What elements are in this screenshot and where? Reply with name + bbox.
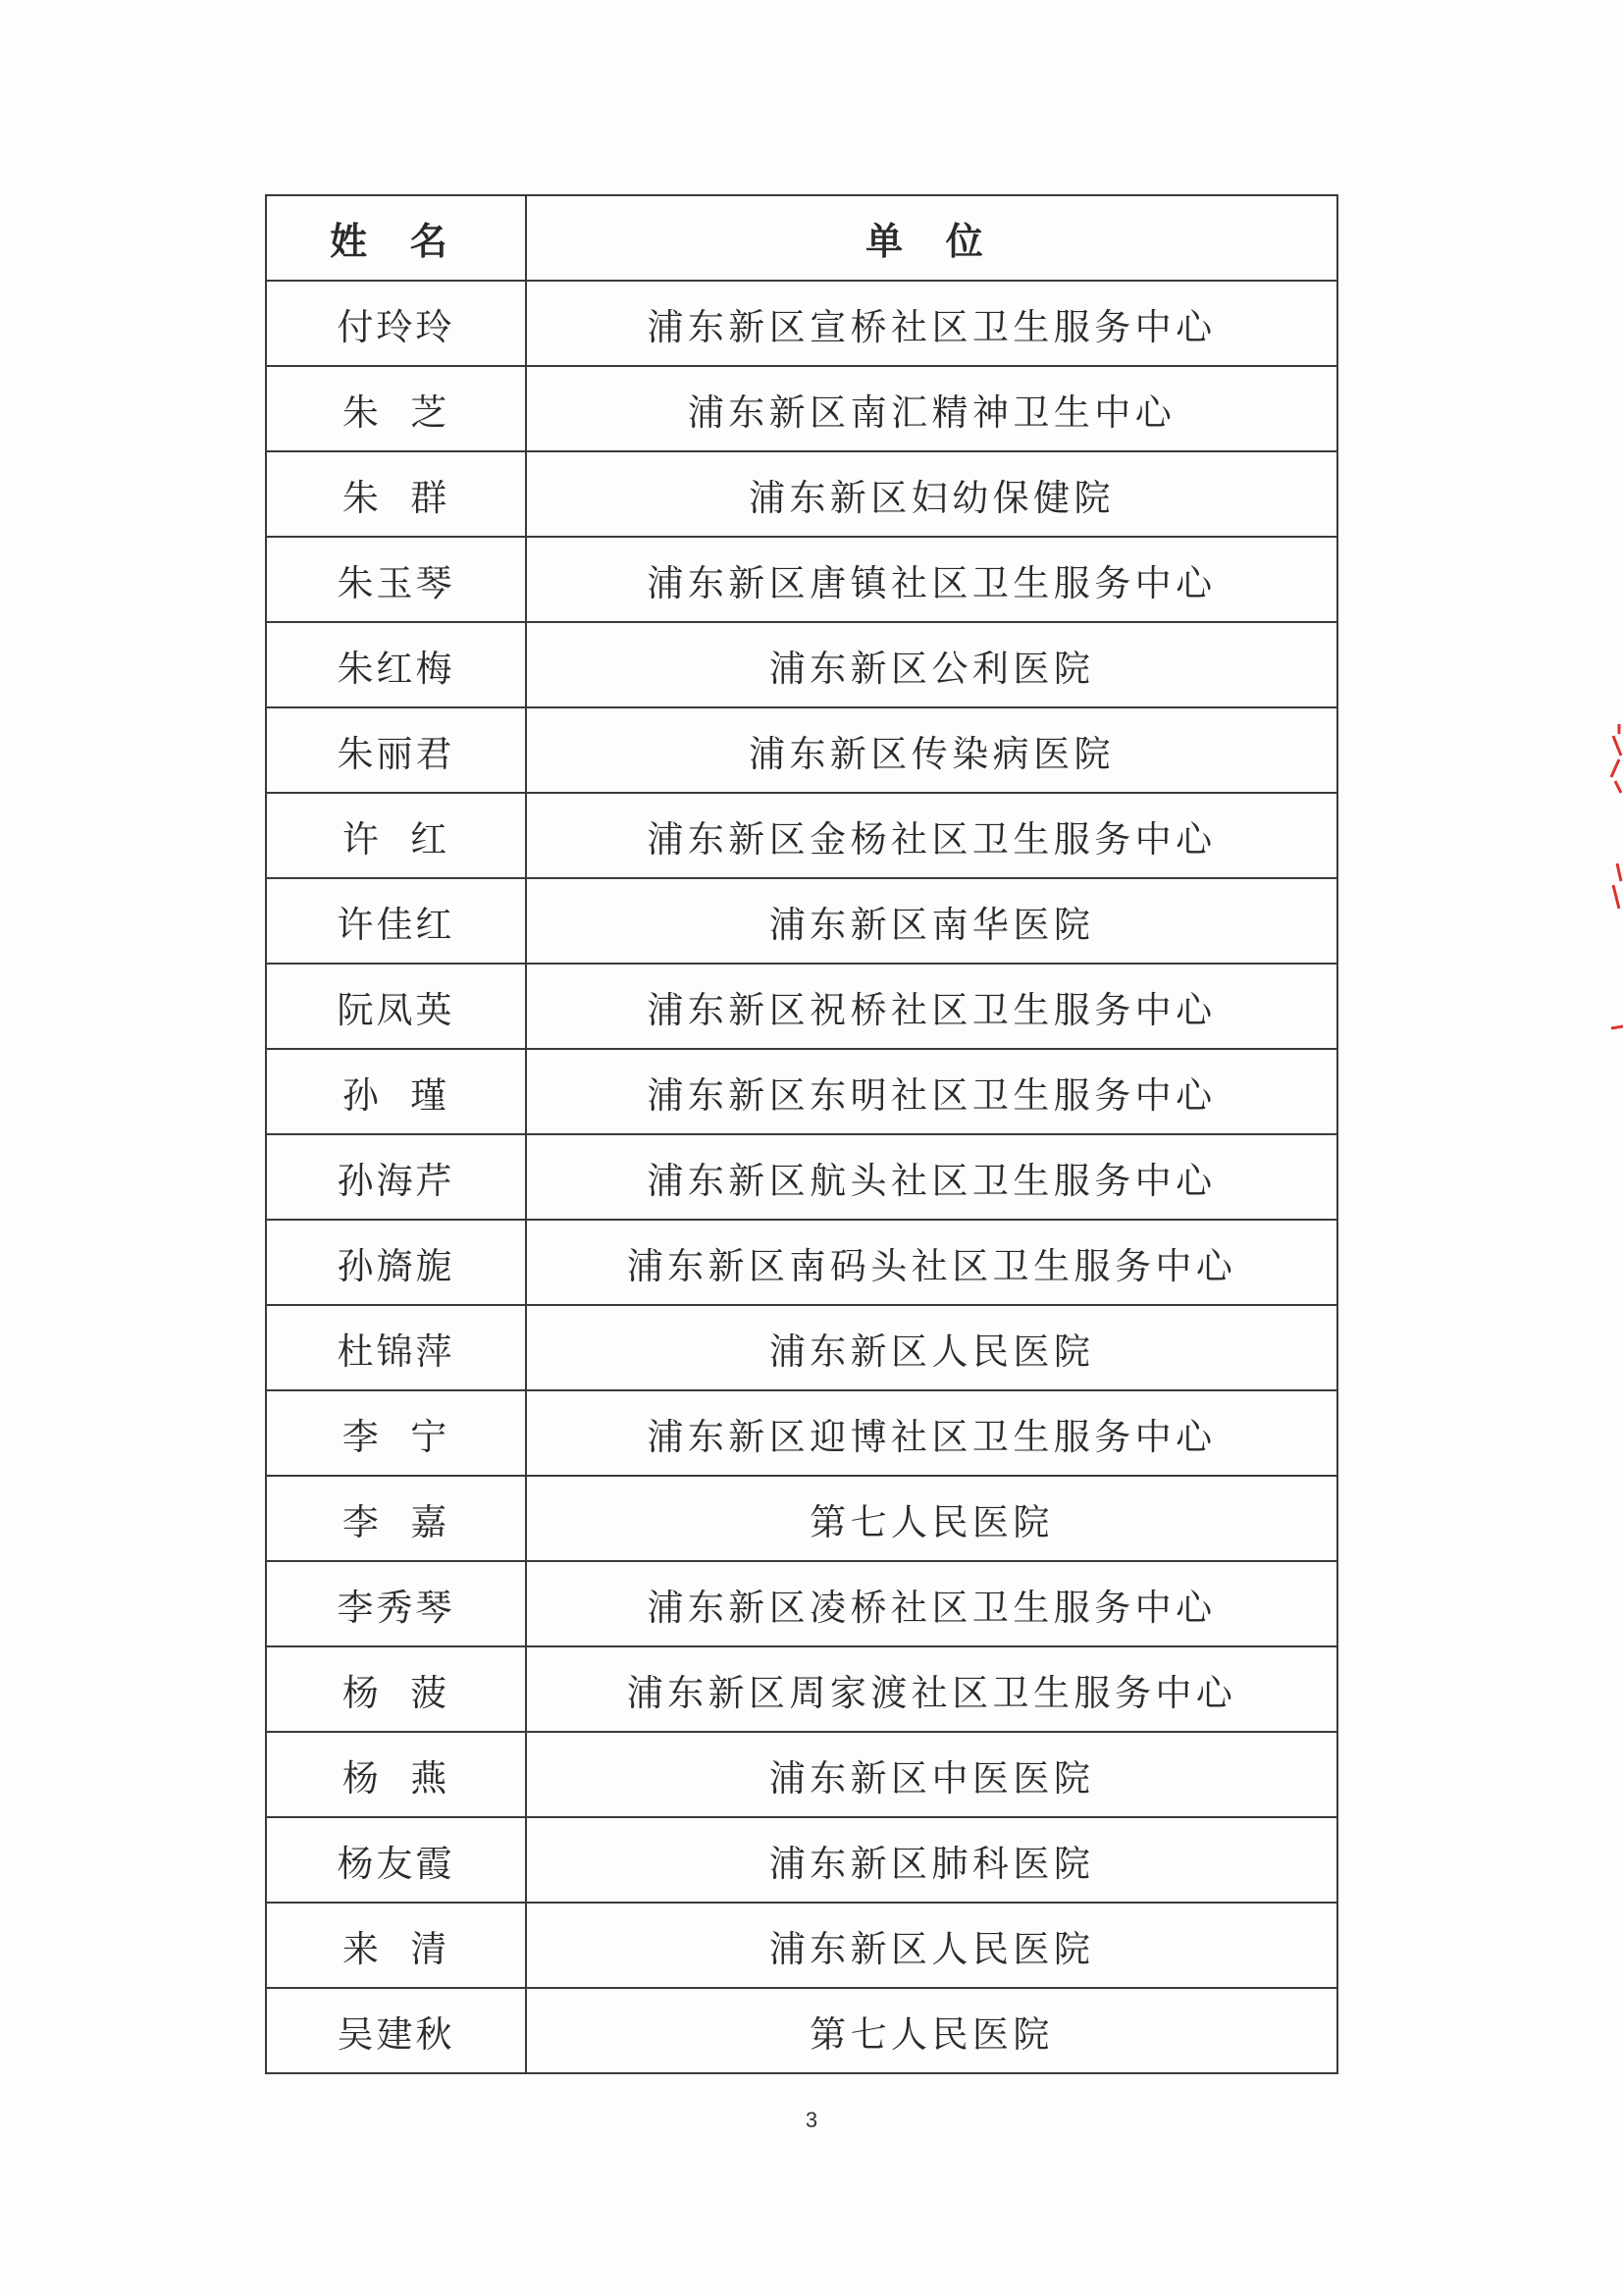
table-row xyxy=(266,1817,1337,1903)
work-unit: 浦东新区妇幼保健院 xyxy=(526,451,1337,537)
table-row xyxy=(266,537,1337,622)
work-unit: 浦东新区金杨社区卫生服务中心 xyxy=(526,793,1337,878)
page-number: 3 xyxy=(805,2108,818,2132)
table-row xyxy=(266,1390,1337,1476)
table-row xyxy=(266,1988,1337,2073)
work-unit: 浦东新区南华医院 xyxy=(526,878,1337,964)
person-name: 朱 群 xyxy=(266,451,526,537)
table-row xyxy=(266,793,1337,878)
work-unit: 浦东新区南汇精神卫生中心 xyxy=(526,366,1337,451)
table-row xyxy=(266,1646,1337,1732)
work-unit: 第七人民医院 xyxy=(526,1988,1337,2073)
work-unit: 浦东新区航头社区卫生服务中心 xyxy=(526,1134,1337,1220)
roster-body xyxy=(266,281,1337,2073)
person-name: 来 清 xyxy=(266,1903,526,1988)
person-name: 杨 燕 xyxy=(266,1732,526,1817)
table-row xyxy=(266,622,1337,707)
work-unit: 浦东新区宣桥社区卫生服务中心 xyxy=(526,281,1337,366)
table-row xyxy=(266,1732,1337,1817)
table-row xyxy=(266,1903,1337,1988)
work-unit: 浦东新区人民医院 xyxy=(526,1305,1337,1390)
work-unit: 浦东新区人民医院 xyxy=(526,1903,1337,1988)
table-row xyxy=(266,1305,1337,1390)
person-name: 许佳红 xyxy=(266,878,526,964)
header-unit: 单 位 xyxy=(526,195,1337,281)
table-row xyxy=(266,1134,1337,1220)
work-unit: 浦东新区凌桥社区卫生服务中心 xyxy=(526,1561,1337,1646)
table-row xyxy=(266,1561,1337,1646)
person-name: 许 红 xyxy=(266,793,526,878)
person-name: 吴建秋 xyxy=(266,1988,526,2073)
table-row xyxy=(266,1476,1337,1561)
table-row xyxy=(266,707,1337,793)
work-unit: 浦东新区祝桥社区卫生服务中心 xyxy=(526,964,1337,1049)
work-unit: 浦东新区中医医院 xyxy=(526,1732,1337,1817)
work-unit: 浦东新区肺科医院 xyxy=(526,1817,1337,1903)
table-row xyxy=(266,964,1337,1049)
table-row xyxy=(266,1220,1337,1305)
work-unit: 浦东新区周家渡社区卫生服务中心 xyxy=(526,1646,1337,1732)
work-unit: 浦东新区公利医院 xyxy=(526,622,1337,707)
person-name: 杨 菠 xyxy=(266,1646,526,1732)
red-seal-fragment xyxy=(1590,716,1623,1040)
roster-table xyxy=(265,194,1338,2074)
work-unit: 浦东新区传染病医院 xyxy=(526,707,1337,793)
work-unit: 浦东新区唐镇社区卫生服务中心 xyxy=(526,537,1337,622)
work-unit: 第七人民医院 xyxy=(526,1476,1337,1561)
person-name: 朱 芝 xyxy=(266,366,526,451)
person-name: 阮凤英 xyxy=(266,964,526,1049)
work-unit: 浦东新区迎博社区卫生服务中心 xyxy=(526,1390,1337,1476)
table-header-row xyxy=(266,195,1337,281)
person-name: 李秀琴 xyxy=(266,1561,526,1646)
person-name: 朱丽君 xyxy=(266,707,526,793)
person-name: 李 嘉 xyxy=(266,1476,526,1561)
person-name: 朱玉琴 xyxy=(266,537,526,622)
person-name: 杜锦萍 xyxy=(266,1305,526,1390)
person-name: 孙旖旎 xyxy=(266,1220,526,1305)
person-name: 孙海芹 xyxy=(266,1134,526,1220)
person-name: 杨友霞 xyxy=(266,1817,526,1903)
person-name: 付玲玲 xyxy=(266,281,526,366)
table-row xyxy=(266,281,1337,366)
person-name: 朱红梅 xyxy=(266,622,526,707)
table-row xyxy=(266,878,1337,964)
person-name: 李 宁 xyxy=(266,1390,526,1476)
person-name: 孙 瑾 xyxy=(266,1049,526,1134)
table-row xyxy=(266,366,1337,451)
work-unit: 浦东新区东明社区卫生服务中心 xyxy=(526,1049,1337,1134)
table-row xyxy=(266,1049,1337,1134)
work-unit: 浦东新区南码头社区卫生服务中心 xyxy=(526,1220,1337,1305)
table-row xyxy=(266,451,1337,537)
header-name: 姓 名 xyxy=(266,195,526,281)
